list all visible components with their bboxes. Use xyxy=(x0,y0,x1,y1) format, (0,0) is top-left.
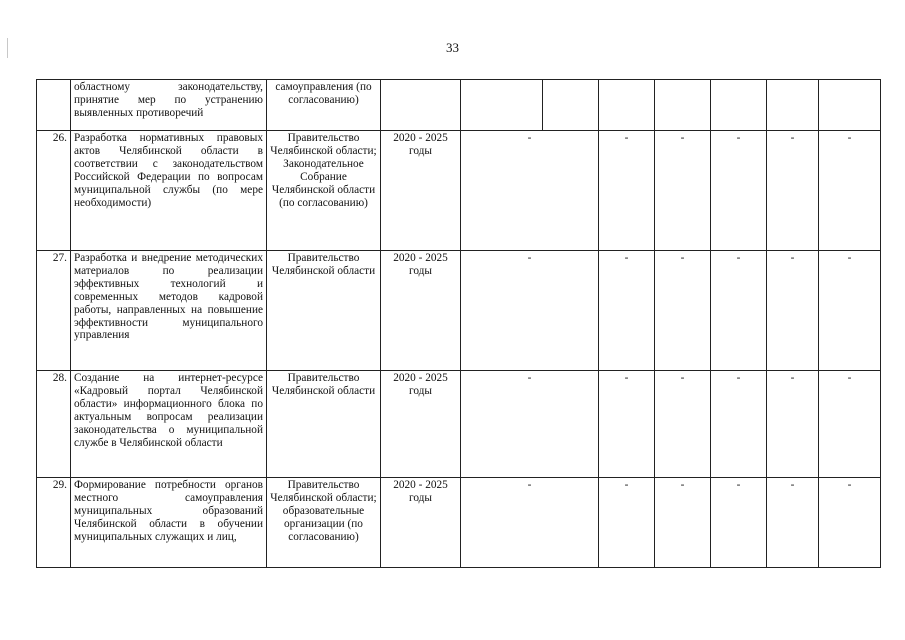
value-cell: - xyxy=(655,251,711,371)
table-row xyxy=(37,80,881,131)
measure-description: Формирование потребности органов местного самоуправления муниципальных образований Челябинской области в обучении муниципальных служащих и лиц, xyxy=(71,478,267,568)
value-cell: - xyxy=(461,251,599,371)
row-number: 26. xyxy=(37,131,71,251)
value-cell: - xyxy=(819,478,881,568)
measure-description: Разработка нормативных правовых актов Челябинской области в соответствии с законодательством Российской Федерации по вопросам муниципальной службы (по мере необходимости) xyxy=(71,131,267,251)
measure-description: областному законодательству, принятие мер по устранению выявленных противоречий xyxy=(71,80,267,131)
row-number: 29. xyxy=(37,478,71,568)
measure-executor: Правительство Челябинской области; образовательные организации (по согласованию) xyxy=(267,478,381,568)
measure-term: 2020 - 2025 годы xyxy=(381,251,461,371)
measure-executor: Правительство Челябинской области xyxy=(267,371,381,478)
value-cell xyxy=(461,80,543,131)
measure-description: Разработка и внедрение методических материалов по реализации эффективных технологий и современных методов кадровой работы, направленных на повышение эффективности муниципального управления xyxy=(71,251,267,371)
value-cell xyxy=(543,80,599,131)
row-number: 27. xyxy=(37,251,71,371)
measure-description: Создание на интернет-ресурсе «Кадровый портал Челябинской области» информационного блока по актуальным вопросам реализации законодательства о муниципальной службе в Челябинской области xyxy=(71,371,267,478)
value-cell: - xyxy=(819,371,881,478)
measure-executor: Правительство Челябинской области; Законодательное Собрание Челябинской области (по согласованию) xyxy=(267,131,381,251)
value-cell xyxy=(711,80,767,131)
measure-executor: самоуправления (по согласованию) xyxy=(267,80,381,131)
measure-term: 2020 - 2025 годы xyxy=(381,131,461,251)
value-cell: - xyxy=(599,251,655,371)
value-cell: - xyxy=(655,131,711,251)
value-cell: - xyxy=(599,478,655,568)
value-cell xyxy=(767,80,819,131)
row-number: 28. xyxy=(37,371,71,478)
value-cell xyxy=(655,80,711,131)
value-cell: - xyxy=(819,251,881,371)
value-cell: - xyxy=(599,131,655,251)
measure-term xyxy=(381,80,461,131)
value-cell: - xyxy=(767,131,819,251)
value-cell: - xyxy=(767,251,819,371)
measures-table xyxy=(36,79,881,568)
value-cell: - xyxy=(711,131,767,251)
value-cell xyxy=(599,80,655,131)
row-number xyxy=(37,80,71,131)
table-row xyxy=(37,371,881,478)
value-cell: - xyxy=(461,131,599,251)
value-cell xyxy=(819,80,881,131)
value-cell: - xyxy=(461,478,599,568)
table-row xyxy=(37,478,881,568)
table-row xyxy=(37,131,881,251)
value-cell: - xyxy=(711,251,767,371)
value-cell: - xyxy=(655,478,711,568)
value-cell: - xyxy=(461,371,599,478)
value-cell: - xyxy=(711,371,767,478)
value-cell: - xyxy=(819,131,881,251)
value-cell: - xyxy=(767,478,819,568)
measure-executor: Правительство Челябинской области xyxy=(267,251,381,371)
value-cell: - xyxy=(711,478,767,568)
value-cell: - xyxy=(655,371,711,478)
value-cell: - xyxy=(599,371,655,478)
measure-term: 2020 - 2025 годы xyxy=(381,478,461,568)
value-cell: - xyxy=(767,371,819,478)
page-number: 33 xyxy=(446,40,459,55)
table-row xyxy=(37,251,881,371)
measure-term: 2020 - 2025 годы xyxy=(381,371,461,478)
